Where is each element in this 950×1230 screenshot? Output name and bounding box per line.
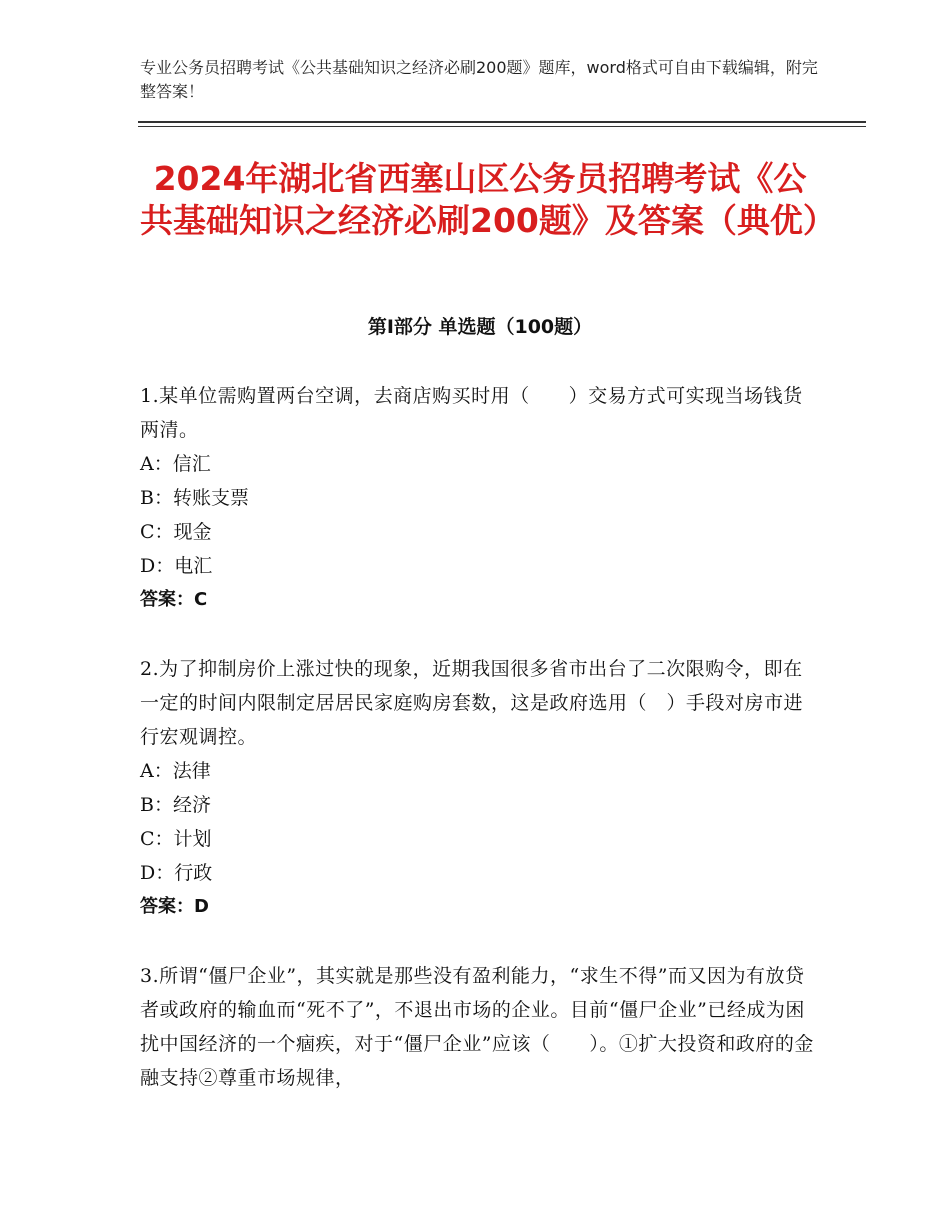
question-option-a: A：法律 bbox=[140, 760, 211, 782]
question-answer: 答案：C bbox=[140, 589, 208, 610]
question-option-b: B：转账支票 bbox=[140, 487, 249, 509]
question-stem: 3.所谓“僵尸企业”，其实就是那些没有盈利能力，“求生不得”而又因为有放贷者或政府的输血而“死不了”，不退出市场的企业。目前“僵尸企业”已经成为困扰中国经济的一个痼疾，对于“僵尸企业”应该（ ）。①扩大投资和政府的金融支持②尊重市场规律， bbox=[140, 965, 814, 1089]
question-1 bbox=[140, 379, 820, 617]
header-note: 专业公务员招聘考试《公共基础知识之经济必刷200题》题库，word格式可自由下载编辑，附完整答案！ bbox=[140, 58, 818, 101]
question-option-a: A：信汇 bbox=[140, 453, 211, 475]
header-divider-thin bbox=[138, 126, 866, 127]
question-option-d: D：行政 bbox=[140, 862, 213, 884]
question-option-d: D：电汇 bbox=[140, 555, 213, 577]
question-stem: 2.为了抑制房价上涨过快的现象，近期我国很多省市出台了二次限购令，即在一定的时间内限制定居居民家庭购房套数，这是政府选用（ ）手段对房市进行宏观调控。 bbox=[140, 658, 804, 748]
question-answer: 答案：D bbox=[140, 896, 209, 917]
question-3 bbox=[140, 959, 820, 1095]
header-divider-thick bbox=[138, 121, 866, 123]
question-stem: 1.某单位需购置两台空调，去商店购买时用（ ）交易方式可实现当场钱货两清。 bbox=[140, 385, 803, 441]
question-option-c: C：计划 bbox=[140, 828, 212, 850]
document-title: 2024年湖北省西塞山区公务员招聘考试《公共基础知识之经济必刷200题》及答案（典优） bbox=[140, 159, 836, 240]
section-title: 第Ⅰ部分 单选题（100题） bbox=[367, 316, 593, 338]
question-2 bbox=[140, 652, 820, 924]
question-option-b: B：经济 bbox=[140, 794, 211, 816]
question-option-c: C：现金 bbox=[140, 521, 212, 543]
